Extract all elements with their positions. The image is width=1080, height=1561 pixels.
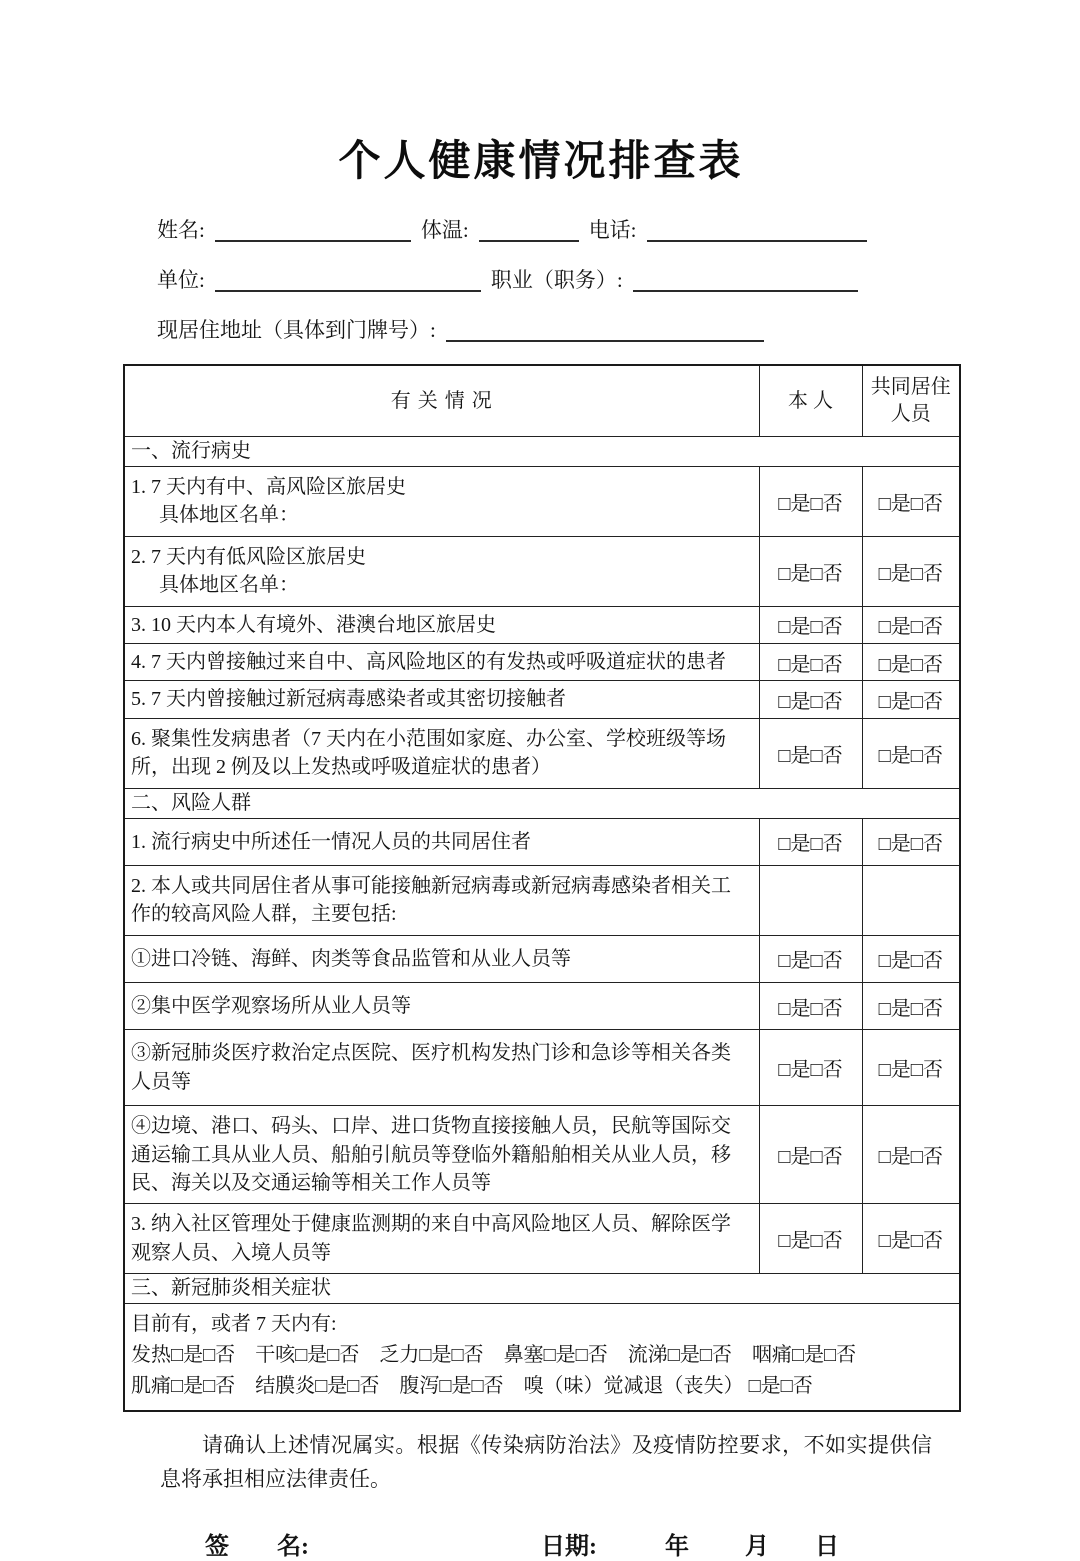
cohabitant-answer-cell — [862, 1030, 960, 1106]
self-yes-checkbox[interactable]: □是 — [778, 691, 811, 714]
table-row-r2 — [124, 865, 960, 935]
section-title: 一、流行病史 — [124, 437, 960, 467]
symptom-yes-checkbox[interactable]: □是 — [171, 1344, 204, 1367]
symptom-yes-checkbox[interactable]: □是 — [667, 1344, 700, 1367]
symptom-no-checkbox[interactable]: □否 — [327, 1344, 360, 1367]
cohabitant-no-checkbox[interactable]: □否 — [910, 950, 943, 973]
table-row-r3 — [124, 1204, 960, 1274]
symptoms-cell — [124, 1304, 960, 1412]
cohabitant-no-checkbox[interactable]: □否 — [910, 744, 943, 767]
question-subtext: 具体地区名单： — [159, 504, 299, 527]
symptom-yes-checkbox[interactable]: □是 — [791, 1344, 825, 1367]
cohabitant-no-checkbox[interactable]: □否 — [910, 997, 943, 1020]
symptom-label-nasal-congestion: 鼻塞 — [503, 1344, 544, 1367]
unit-label: 单位: — [157, 268, 205, 292]
self-no-checkbox[interactable]: □否 — [810, 997, 843, 1020]
cohabitant-no-checkbox[interactable]: □否 — [910, 653, 943, 676]
symptoms-line-2 — [131, 1371, 951, 1402]
cohabitant-yes-checkbox[interactable]: □是 — [878, 562, 911, 585]
cohabitant-no-checkbox[interactable]: □否 — [910, 1059, 943, 1082]
symptom-no-checkbox[interactable]: □否 — [471, 1375, 504, 1398]
self-no-checkbox[interactable]: □否 — [810, 744, 843, 767]
month-label: 月 — [745, 1534, 769, 1561]
cohabitant-yes-checkbox[interactable]: □是 — [878, 1059, 911, 1082]
self-yes-checkbox[interactable]: □是 — [778, 997, 811, 1020]
field-row-1 — [157, 214, 959, 244]
section-row-risk-groups — [124, 788, 960, 818]
section-title: 三、新冠肺炎相关症状 — [124, 1274, 960, 1304]
symptom-no-checkbox[interactable]: □否 — [451, 1344, 484, 1367]
table-row-q2 — [124, 536, 960, 606]
cohabitant-answer-cell — [862, 1106, 960, 1204]
table-header-row — [124, 365, 960, 437]
cohabitant-answer-cell — [862, 818, 960, 865]
declaration-text: 请确认上述情况属实。根据《传染病防治法》及疫情防控要求，不如实提供信息将承担相应法律责任。 — [160, 1433, 932, 1492]
cohabitant-no-checkbox[interactable]: □否 — [910, 691, 943, 714]
self-no-checkbox[interactable]: □否 — [810, 950, 843, 973]
occupation-input[interactable] — [633, 270, 858, 292]
table-row-q5 — [124, 681, 960, 718]
self-yes-checkbox[interactable]: □是 — [778, 950, 811, 973]
symptom-no-checkbox[interactable]: □否 — [203, 1344, 236, 1367]
self-yes-checkbox[interactable]: □是 — [778, 616, 811, 639]
field-row-3 — [157, 314, 959, 344]
self-yes-checkbox[interactable]: □是 — [778, 744, 811, 767]
self-answer-cell — [759, 643, 862, 680]
section-title: 二、风险人群 — [124, 788, 960, 818]
symptoms-line-1 — [131, 1340, 951, 1371]
question-text: 5. 7 天内曾接触过新冠病毒感染者或其密切接触者 — [124, 681, 759, 718]
year-label: 年 — [665, 1534, 689, 1561]
symptom-label-dry-cough: 干咳 — [255, 1344, 296, 1367]
symptom-label-diarrhea: 腹泻 — [399, 1375, 440, 1398]
question-text: 3. 10 天内本人有境外、港澳台地区旅居史 — [124, 606, 759, 643]
cohabitant-yes-checkbox[interactable]: □是 — [878, 950, 911, 973]
self-answer-cell — [759, 818, 862, 865]
self-answer-cell — [759, 935, 862, 982]
field-row-2 — [157, 264, 959, 294]
symptom-no-checkbox[interactable]: □否 — [699, 1344, 732, 1367]
question-text: 1. 7 天内有中、高风险区旅居史 具体地区名单： — [124, 467, 759, 537]
cohabitant-answer-cell — [862, 681, 960, 718]
cohabitant-no-checkbox[interactable]: □否 — [910, 1146, 943, 1169]
question-text: 4. 7 天内曾接触过来自中、高风险地区的有发热或呼吸道症状的患者 — [124, 643, 759, 680]
self-answer-cell — [759, 536, 862, 606]
self-yes-checkbox[interactable]: □是 — [778, 562, 811, 585]
symptom-yes-checkbox[interactable]: □是 — [315, 1375, 348, 1398]
symptom-no-checkbox[interactable]: □否 — [203, 1375, 236, 1398]
cohabitant-answer-cell — [862, 606, 960, 643]
cohabitant-answer-cell-empty — [862, 865, 960, 935]
temperature-input[interactable] — [479, 220, 579, 242]
symptom-label-fatigue: 乏力 — [379, 1344, 420, 1367]
table-row-q6 — [124, 718, 960, 788]
question-subtext: 具体地区名单： — [159, 574, 299, 597]
self-answer-cell — [759, 1030, 862, 1106]
cohabitant-yes-checkbox[interactable]: □是 — [878, 616, 911, 639]
table-row-q3 — [124, 606, 960, 643]
self-column-header: 本 人 — [759, 365, 862, 437]
cohabitant-no-checkbox[interactable]: □否 — [910, 1230, 943, 1253]
cohabitant-yes-checkbox[interactable]: □是 — [878, 1230, 911, 1253]
cohabitant-yes-checkbox[interactable]: □是 — [878, 653, 911, 676]
table-row-r2-3 — [124, 1030, 960, 1106]
signature-line — [205, 1526, 959, 1561]
table-row-r2-4 — [124, 1106, 960, 1204]
symptom-label-fever: 发热 — [131, 1344, 171, 1367]
cohabitant-answer-cell — [862, 1204, 960, 1274]
cohabitant-no-checkbox[interactable]: □否 — [910, 833, 943, 856]
signature-label: 签 名: — [205, 1534, 309, 1561]
question-text: ②集中医学观察场所从业人员等 — [124, 983, 759, 1030]
symptom-label-sore-throat: 咽痛 — [751, 1344, 792, 1367]
name-input[interactable] — [215, 220, 411, 242]
table-row-q1 — [124, 467, 960, 537]
header-fields — [157, 214, 959, 344]
cohabitant-no-checkbox[interactable]: □否 — [910, 616, 943, 639]
cohabitant-answer-cell — [862, 983, 960, 1030]
self-no-checkbox[interactable]: □否 — [810, 1146, 843, 1169]
situation-column-header: 有 关 情 况 — [124, 365, 759, 437]
cohabitant-answer-cell — [862, 718, 960, 788]
temperature-label: 体温: — [420, 218, 469, 242]
cohabitant-yes-checkbox[interactable]: □是 — [878, 1146, 911, 1169]
phone-input[interactable] — [647, 220, 867, 242]
section-row-epidemic-history — [124, 437, 960, 467]
question-text: ①进口冷链、海鲜、肉类等食品监管和从业人员等 — [124, 935, 759, 982]
address-label: 现居住地址（具体到门牌号）: — [157, 318, 436, 342]
table-row-r1 — [124, 818, 960, 865]
cohabitant-yes-checkbox[interactable]: □是 — [878, 691, 911, 714]
symptoms-intro: 目前有，或者 7 天内有: — [131, 1313, 337, 1336]
cohabitant-no-checkbox[interactable]: □否 — [910, 492, 943, 515]
cohabitant-no-checkbox[interactable]: □否 — [910, 562, 943, 585]
form-title: 个人健康情况排查表 — [338, 139, 744, 185]
self-answer-cell — [759, 1106, 862, 1204]
symptom-yes-checkbox[interactable]: □是 — [439, 1375, 472, 1398]
symptom-yes-checkbox[interactable]: □是 — [748, 1375, 781, 1398]
self-answer-cell — [759, 718, 862, 788]
cohabitant-answer-cell — [862, 536, 960, 606]
occupation-label: 职业（职务）: — [490, 268, 623, 292]
cohabitant-yes-checkbox[interactable]: □是 — [878, 833, 911, 856]
self-no-checkbox[interactable]: □否 — [810, 1230, 843, 1253]
cohabitant-answer-cell — [862, 935, 960, 982]
self-yes-checkbox[interactable]: □是 — [778, 1059, 811, 1082]
question-text: 6. 聚集性发病患者（7 天内在小范围如家庭、办公室、学校班级等场所，出现 2 例及以上发热或呼吸道症状的患者） — [124, 718, 759, 788]
self-no-checkbox[interactable]: □否 — [810, 492, 843, 515]
symptom-yes-checkbox[interactable]: □是 — [543, 1344, 576, 1367]
symptom-label-smell-taste-loss: 嗅（味）觉减退（丧失） — [523, 1375, 744, 1398]
self-answer-cell — [759, 467, 862, 537]
cohabitant-yes-checkbox[interactable]: □是 — [878, 744, 911, 767]
cohabitant-answer-cell — [862, 467, 960, 537]
self-no-checkbox[interactable]: □否 — [810, 1059, 843, 1082]
question-text: ③新冠肺炎医疗救治定点医院、医疗机构发热门诊和急诊等相关各类人员等 — [124, 1030, 759, 1106]
question-text: 2. 本人或共同居住者从事可能接触新冠病毒或新冠病毒感染者相关工作的较高风险人群，主要包括: — [124, 865, 759, 935]
symptom-no-checkbox[interactable]: □否 — [780, 1375, 813, 1398]
cohabitant-yes-checkbox[interactable]: □是 — [878, 492, 911, 515]
self-no-checkbox[interactable]: □否 — [810, 616, 843, 639]
date-label: 日期: — [541, 1534, 597, 1561]
symptom-no-checkbox[interactable]: □否 — [575, 1344, 608, 1367]
question-text: 3. 纳入社区管理处于健康监测期的来自中高风险地区人员、解除医学观察人员、入境人员等 — [124, 1204, 759, 1274]
self-answer-cell — [759, 1204, 862, 1274]
self-no-checkbox[interactable]: □否 — [810, 691, 843, 714]
self-no-checkbox[interactable]: □否 — [810, 562, 843, 585]
cohabitant-column-header: 共同居住人员 — [862, 365, 960, 437]
symptom-no-checkbox[interactable]: □否 — [824, 1344, 857, 1367]
unit-input[interactable] — [215, 270, 481, 292]
symptom-label-conjunctivitis: 结膜炎 — [255, 1375, 316, 1398]
self-answer-cell-empty — [759, 865, 862, 935]
form-content — [123, 0, 959, 1561]
symptom-label-runny-nose: 流涕 — [627, 1344, 668, 1367]
phone-label: 电话: — [588, 218, 637, 242]
self-yes-checkbox[interactable]: □是 — [778, 833, 811, 856]
symptoms-row — [124, 1304, 960, 1412]
question-text: 2. 7 天内有低风险区旅居史 具体地区名单： — [124, 536, 759, 606]
symptom-label-myalgia: 肌痛 — [131, 1375, 171, 1398]
table-row-r2-1 — [124, 935, 960, 982]
cohabitant-answer-cell — [862, 643, 960, 680]
address-input[interactable] — [446, 320, 764, 342]
day-label: 日 — [815, 1534, 839, 1561]
symptom-yes-checkbox[interactable]: □是 — [171, 1375, 204, 1398]
screening-table — [123, 364, 961, 1412]
section-row-symptoms — [124, 1274, 960, 1304]
self-no-checkbox[interactable]: □否 — [810, 833, 843, 856]
self-yes-checkbox[interactable]: □是 — [778, 1230, 811, 1253]
name-label: 姓名: — [157, 218, 205, 242]
cohabitant-yes-checkbox[interactable]: □是 — [878, 997, 911, 1020]
self-answer-cell — [759, 983, 862, 1030]
table-row-r2-2 — [124, 983, 960, 1030]
question-text: 1. 流行病史中所述任一情况人员的共同居住者 — [124, 818, 759, 865]
question-text: ④边境、港口、码头、口岸、进口货物直接接触人员，民航等国际交通运输工具从业人员、船舶引航员等登临外籍船舶相关从业人员，移民、海关以及交通运输等相关工作人员等 — [124, 1106, 759, 1204]
self-answer-cell — [759, 681, 862, 718]
self-yes-checkbox[interactable]: □是 — [778, 653, 811, 676]
self-yes-checkbox[interactable]: □是 — [778, 492, 811, 515]
self-yes-checkbox[interactable]: □是 — [778, 1146, 811, 1169]
symptom-yes-checkbox[interactable]: □是 — [419, 1344, 452, 1367]
symptom-yes-checkbox[interactable]: □是 — [295, 1344, 328, 1367]
self-answer-cell — [759, 606, 862, 643]
symptom-no-checkbox[interactable]: □否 — [347, 1375, 380, 1398]
self-no-checkbox[interactable]: □否 — [810, 653, 843, 676]
table-row-q4 — [124, 643, 960, 680]
